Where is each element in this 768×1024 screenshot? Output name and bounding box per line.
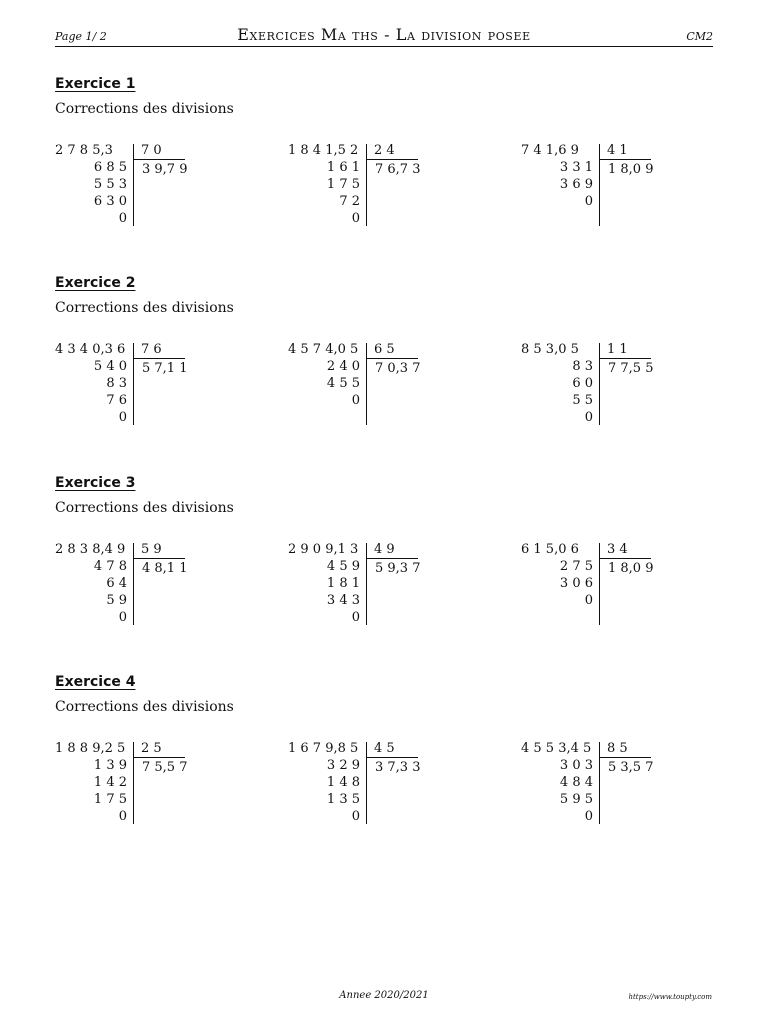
quotient: 5 7,1 1: [142, 361, 188, 376]
quotient: 5 3,5 7: [608, 760, 654, 775]
divisor: 4 9: [374, 542, 395, 557]
dividend: 1 6 7 9,8 5: [288, 741, 359, 756]
dividend-column: [521, 142, 599, 232]
divisor: 2 4: [374, 143, 395, 158]
division-vertical-bar: [366, 742, 367, 824]
remainder-step: 1 4 2: [93, 775, 127, 790]
remainder-step: 0: [118, 809, 127, 824]
remainder-step: 0: [118, 610, 127, 625]
remainder-step: 0: [584, 194, 593, 209]
remainder-step: 4 7 8: [93, 559, 127, 574]
division-horizontal-bar: [134, 159, 185, 160]
remainder-step: 1 7 5: [93, 792, 127, 807]
remainder-step: 3 2 9: [326, 758, 360, 773]
divisor: 5 9: [141, 542, 162, 557]
division-horizontal-bar: [134, 358, 185, 359]
remainder-step: 6 8 5: [93, 160, 127, 175]
remainder-step: 7 2: [339, 194, 360, 209]
remainder-step: 6 0: [572, 376, 593, 391]
footer-url: https://www.toupty.com: [628, 993, 712, 1001]
quotient: 3 7,3 3: [375, 760, 421, 775]
dividend-column: [288, 341, 366, 431]
exercise-title: Exercice 3: [55, 475, 136, 491]
division-vertical-bar: [599, 144, 600, 226]
dividend: 1 8 4 1,5 2: [288, 143, 359, 158]
remainder-step: 2 4 0: [326, 359, 360, 374]
dividend-column: [288, 541, 366, 631]
dividend-column: [288, 142, 366, 232]
dividend-column: [55, 541, 133, 631]
division-vertical-bar: [133, 144, 134, 226]
remainder-step: 4 5 5: [326, 376, 360, 391]
remainder-step: 5 5: [572, 393, 593, 408]
division-vertical-bar: [599, 742, 600, 824]
remainder-step: 6 3 0: [93, 194, 127, 209]
dividend: 8 5 3,0 5: [521, 342, 579, 357]
quotient: 4 8,1 1: [142, 561, 188, 576]
dividend-column: [55, 740, 133, 830]
remainder-step: 0: [351, 809, 360, 824]
remainder-step: 3 0 3: [559, 758, 593, 773]
division-vertical-bar: [599, 543, 600, 625]
divisor: 3 4: [607, 542, 628, 557]
dividend-column: [55, 341, 133, 431]
grade-level: CM2: [686, 30, 713, 43]
division-vertical-bar: [133, 742, 134, 824]
quotient: 5 9,3 7: [375, 561, 421, 576]
dividend-column: [521, 541, 599, 631]
divisor: 7 0: [141, 143, 162, 158]
remainder-step: 0: [584, 809, 593, 824]
remainder-step: 1 6 1: [326, 160, 360, 175]
divisor: 4 5: [374, 741, 395, 756]
dividend: 4 3 4 0,3 6: [55, 342, 126, 357]
remainder-step: 5 5 3: [93, 177, 127, 192]
remainder-step: 5 9: [106, 593, 127, 608]
remainder-step: 0: [351, 393, 360, 408]
remainder-step: 1 7 5: [326, 177, 360, 192]
remainder-step: 8 3: [572, 359, 593, 374]
page-header: [55, 25, 713, 47]
page-title: Exercices Ma ths - La division posee: [237, 25, 531, 44]
remainder-step: 1 4 8: [326, 775, 360, 790]
quotient: 1 8,0 9: [608, 561, 654, 576]
remainder-step: 6 4: [106, 576, 127, 591]
exercise-subtitle: Corrections des divisions: [55, 101, 234, 117]
exercise-3: [55, 475, 715, 655]
division-horizontal-bar: [134, 757, 185, 758]
remainder-step: 8 3: [106, 376, 127, 391]
remainder-step: 1 3 5: [326, 792, 360, 807]
remainder-step: 3 3 1: [559, 160, 593, 175]
quotient: 1 8,0 9: [608, 162, 654, 177]
exercise-1: [55, 76, 715, 256]
remainder-step: 1 3 9: [93, 758, 127, 773]
dividend: 4 5 7 4,0 5: [288, 342, 359, 357]
division-vertical-bar: [599, 343, 600, 425]
division-horizontal-bar: [600, 159, 651, 160]
division-horizontal-bar: [367, 358, 418, 359]
divisor: 1 1: [607, 342, 628, 357]
divisor: 4 1: [607, 143, 628, 158]
remainder-step: 0: [351, 610, 360, 625]
dividend: 2 9 0 9,1 3: [288, 542, 359, 557]
remainder-step: 3 4 3: [326, 593, 360, 608]
footer-year: Annee 2020/2021: [339, 990, 429, 1001]
exercise-subtitle: Corrections des divisions: [55, 699, 234, 715]
divisor: 7 6: [141, 342, 162, 357]
divisor: 2 5: [141, 741, 162, 756]
dividend: 2 8 3 8,4 9: [55, 542, 126, 557]
division-horizontal-bar: [134, 558, 185, 559]
dividend: 1 8 8 9,2 5: [55, 741, 126, 756]
division-vertical-bar: [133, 543, 134, 625]
exercise-4: [55, 674, 715, 854]
remainder-step: 5 9 5: [559, 792, 593, 807]
remainder-step: 0: [118, 410, 127, 425]
remainder-step: 0: [584, 593, 593, 608]
division-horizontal-bar: [600, 358, 651, 359]
remainder-step: 3 6 9: [559, 177, 593, 192]
division-vertical-bar: [366, 144, 367, 226]
remainder-step: 5 4 0: [93, 359, 127, 374]
remainder-step: 0: [118, 211, 127, 226]
remainder-step: 0: [584, 410, 593, 425]
divisor: 8 5: [607, 741, 628, 756]
dividend-column: [55, 142, 133, 232]
division-horizontal-bar: [367, 757, 418, 758]
division-vertical-bar: [133, 343, 134, 425]
exercise-title: Exercice 4: [55, 674, 136, 690]
dividend-column: [521, 740, 599, 830]
quotient: 7 0,3 7: [375, 361, 421, 376]
dividend: 6 1 5,0 6: [521, 542, 579, 557]
exercise-subtitle: Corrections des divisions: [55, 500, 234, 516]
division-vertical-bar: [366, 543, 367, 625]
exercise-title: Exercice 2: [55, 275, 136, 291]
remainder-step: 1 8 1: [326, 576, 360, 591]
exercise-2: [55, 275, 715, 455]
dividend: 2 7 8 5,3: [55, 143, 113, 158]
division-horizontal-bar: [367, 558, 418, 559]
remainder-step: 7 6: [106, 393, 127, 408]
remainder-step: 4 8 4: [559, 775, 593, 790]
dividend: 7 4 1,6 9: [521, 143, 579, 158]
division-horizontal-bar: [600, 558, 651, 559]
exercise-title: Exercice 1: [55, 76, 136, 92]
page-number: Page 1/ 2: [55, 30, 107, 43]
remainder-step: 2 7 5: [559, 559, 593, 574]
quotient: 7 6,7 3: [375, 162, 421, 177]
dividend: 4 5 5 3,4 5: [521, 741, 592, 756]
division-horizontal-bar: [367, 159, 418, 160]
quotient: 7 5,5 7: [142, 760, 188, 775]
dividend-column: [521, 341, 599, 431]
remainder-step: 3 0 6: [559, 576, 593, 591]
quotient: 7 7,5 5: [608, 361, 654, 376]
division-vertical-bar: [366, 343, 367, 425]
remainder-step: 4 5 9: [326, 559, 360, 574]
division-horizontal-bar: [600, 757, 651, 758]
dividend-column: [288, 740, 366, 830]
exercise-subtitle: Corrections des divisions: [55, 300, 234, 316]
divisor: 6 5: [374, 342, 395, 357]
quotient: 3 9,7 9: [142, 162, 188, 177]
remainder-step: 0: [351, 211, 360, 226]
